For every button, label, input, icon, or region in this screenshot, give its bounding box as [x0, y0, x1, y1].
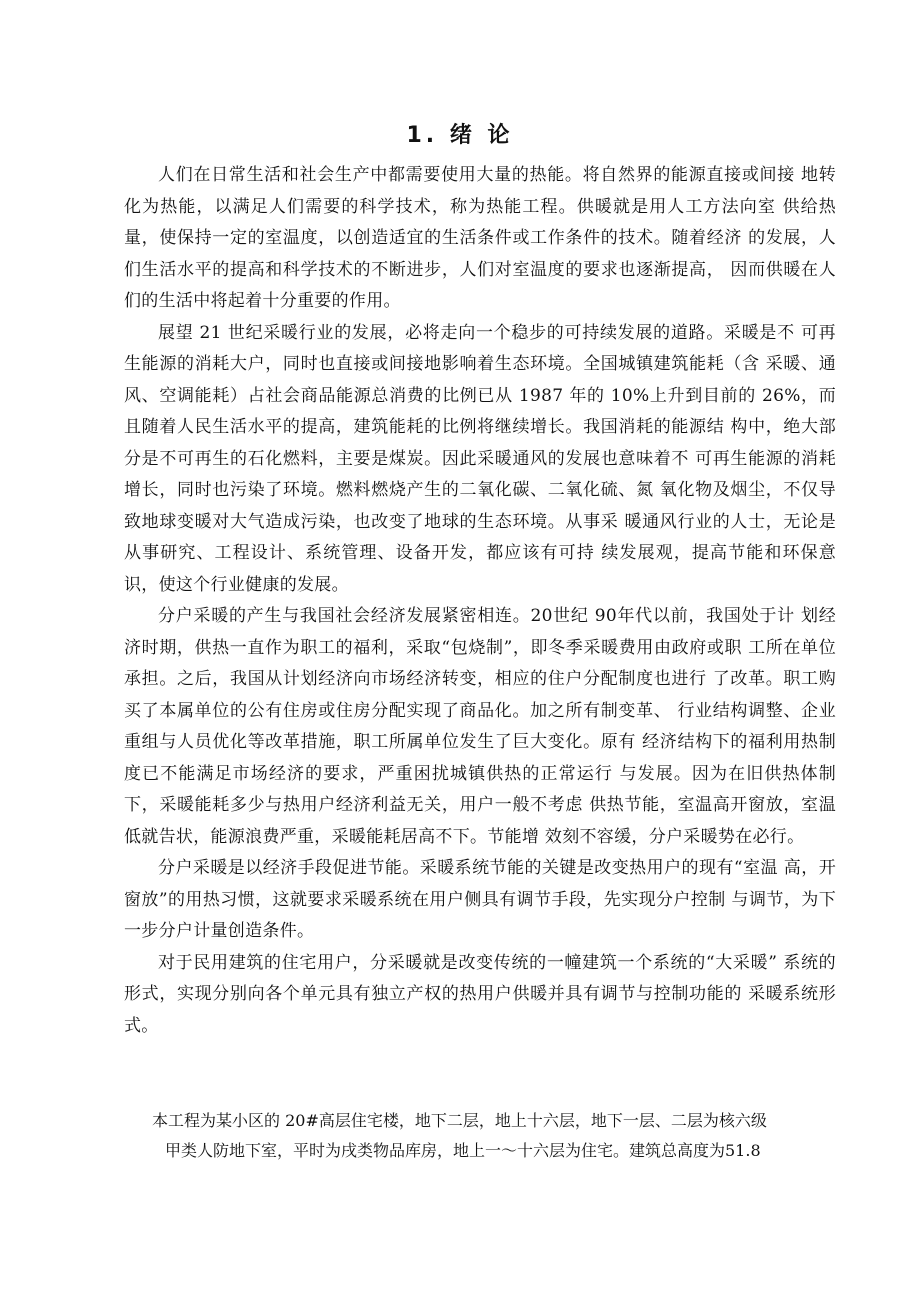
paragraph-1: 人们在日常生活和社会生产中都需要使用大量的热能。将自然界的能源直接或间接 地转化为热能，以满足人们需要的科学技术，称为热能工程。供暖就是用人工方法向室 供给热量，使保持一定的室温度，以创造适宜的生活条件或工作条件的技术。随着经济 的发展，人们生活水平的提高和科学技术的不断进步，人们对室温度的要求也逐渐提高， 因而供暖在人们的生活中将起着十分重要的作用。	[124, 165, 836, 311]
paragraph-4: 分户采暖是以经济手段促进节能。采暖系统节能的关键是改变热用户的现有“室温 高，开窗放”的用热习惯，这就要求采暖系统在用户侧具有调节手段，先实现分户控制 与调节，为下一步分户计量创造条件。	[124, 858, 836, 941]
project-line-1: 本工程为某小区的 20#高层住宅楼，地下二层，地上十六层，地下一层、二层为核六级	[152, 1111, 767, 1130]
chapter-title: 1. 绪 论	[406, 123, 514, 148]
paragraph-5: 对于民用建筑的住宅用户，分采暖就是改变传统的一幢建筑一个系统的“大采暖” 系统的形式，实现分别向各个单元具有独立产权的热用户供暖并具有调节与控制功能的 采暖系统形式。	[124, 952, 836, 1036]
paragraph-3: 分户采暖的产生与我国社会经济发展紧密相连。20世纪 90年代以前，我国处于计 划经济时期，供热一直作为职工的福利，采取“包烧制”，即冬季采暖费用由政府或职 工所在单位承担。之后，我国从计划经济向市场经济转变，相应的住户分配制度也进行 了改革。职工购买了本属单位的公有住房或住房分配实现了商品化。加之所有制变革、 行业结构调整、企业重组与人员优化等改革措施，职工所属单位发生了巨大变化。原有 经济结构下的福利用热制度已不能满足市场经济的要求，严重困扰城镇供热的正常运行 与发展。因为在旧供热体制下，采暖能耗多少与热用户经济利益无关，用户一般不考虑 供热节能，室温高开窗放，室温低就告状，能源浪费严重，采暖能耗居高不下。节能增 效刻不容缓，分户采暖势在必行。	[124, 606, 836, 847]
body-text	[124, 160, 836, 1042]
paragraph-2: 展望 21 世纪采暖行业的发展，必将走向一个稳步的可持续发展的道路。采暖是不 可再生能源的消耗大户，同时也直接或间接地影响着生态环境。全国城镇建筑能耗（含 采暖、通风、空调能耗）占社会商品能源总消费的比例已从 1987 年的 10%上升到目前的 26%，而且随着人民生活水平的提高，建筑能耗的比例将继续增长。我国消耗的能源结 构中，绝大部分是不可再生的石化燃料，主要是煤炭。因此采暖通风的发展也意味着不 可再生能源的消耗增长，同时也污染了环境。燃料燃烧产生的二氧化碳、二氧化硫、氮 氧化物及烟尘，不仅导致地球变暖对大气造成污染，也改变了地球的生态环境。从事采 暖通风行业的人士，无论是从事研究、工程设计、系统管理、设备开发，都应该有可持 续发展观，提高节能和环保意识，使这个行业健康的发展。	[124, 322, 836, 595]
project-line-2: 甲类人防地下室，平时为戌类物品库房，地上一～十六层为住宅。建筑总高度为51.8	[165, 1141, 761, 1160]
